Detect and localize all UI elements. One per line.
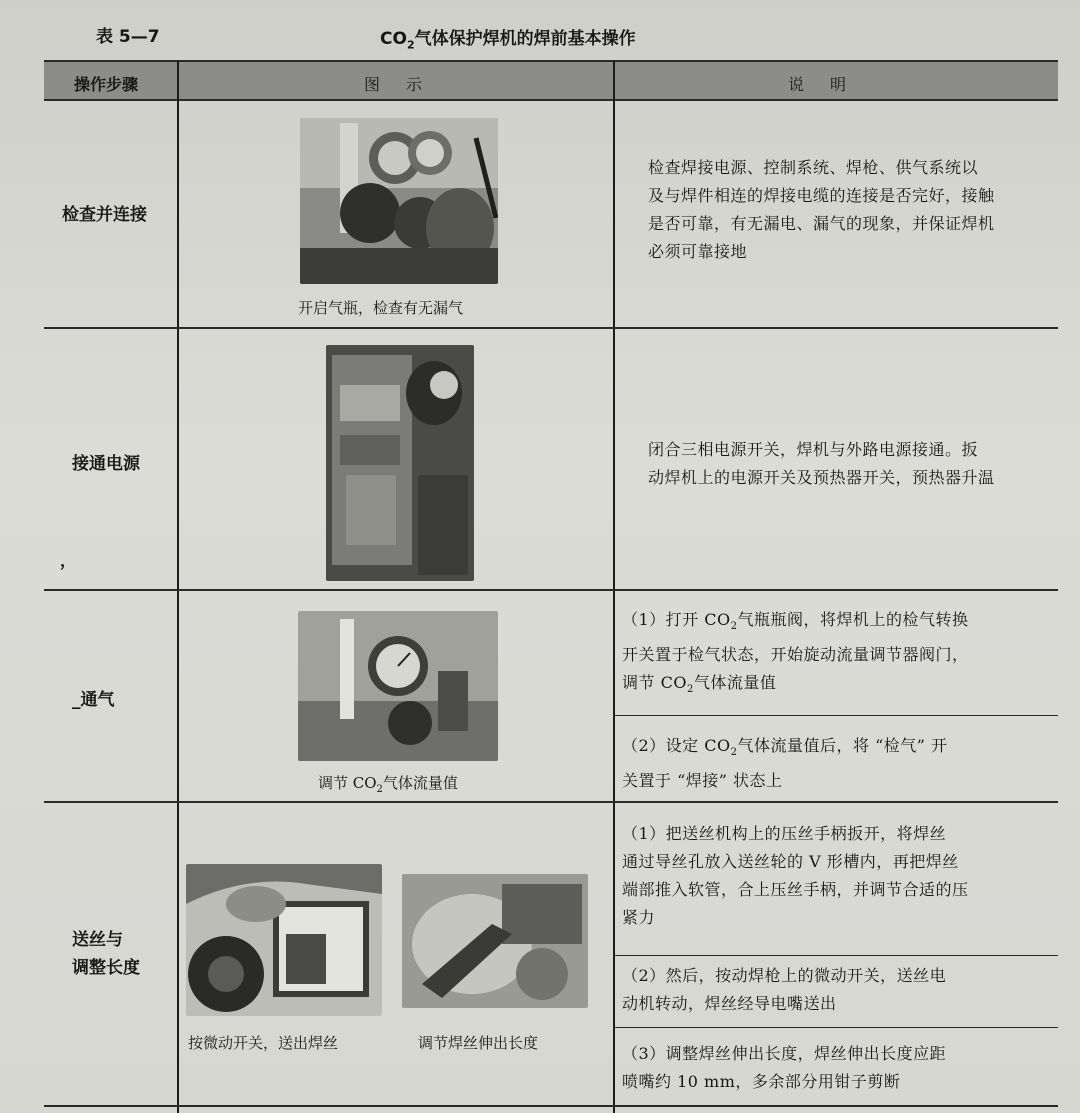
photo-gas-cylinder-valve [300, 118, 498, 284]
table-title: $CO_2$气体保护焊机的焊前基本操作 [380, 29, 636, 52]
header-bottom-rule [44, 99, 1058, 101]
caption-inching-switch: 按微动开关，送出焊丝 [188, 1034, 339, 1052]
desc-wire-feed-2: （2）然后，按动焊枪上的微动开关，送丝电 动机转动，焊丝经导电嘴送出 [622, 966, 947, 1013]
desc-power-on: 闭合三相电源开关，焊机与外路电源接通。扳 动焊机上的电源开关及预热器开关，预热器升温 [648, 440, 995, 487]
stray-mark-dot: ， [60, 551, 77, 570]
subrow-divider-3a [614, 715, 1058, 716]
photo-inching-switch [186, 864, 382, 1016]
table-number: 表 5—7 [96, 27, 160, 47]
caption-wire-length: 调节焊丝伸出长度 [418, 1034, 539, 1052]
desc-wire-feed-3: （3）调整焊丝伸出长度，焊丝伸出长度应距 喷嘴约 10 mm，多余部分用钳子剪断 [622, 1044, 947, 1091]
table-header-band [44, 61, 1058, 99]
row-divider-3 [44, 801, 1058, 803]
subrow-divider-4a [614, 955, 1058, 956]
header-step: 操作步骤 [74, 75, 139, 94]
caption-gas-cylinder: 开启气瓶，检查有无漏气 [298, 299, 464, 317]
desc-check-connect: 检查焊接电源、控制系统、焊枪、供气系统以 及与焊件相连的焊接电缆的连接是否完好，接触 是否可靠，有无漏电、漏气的现象，并保证焊机 必须可靠接地 [648, 158, 995, 261]
header-description: 说明 [788, 75, 873, 94]
column-divider-1 [177, 61, 179, 1113]
step-gas-flow: _通气 [72, 690, 115, 710]
desc-gas-flow-2: （2）设定 $CO_2$气体流量值后，将 “检气” 开 关置于 “焊接” 状态上 [622, 736, 948, 791]
photo-flow-regulator [298, 611, 498, 761]
step-power-on: 接通电源 [72, 454, 140, 474]
subrow-divider-4b [614, 1027, 1058, 1028]
desc-wire-feed-1: （1）把送丝机构上的压丝手柄扳开，将焊丝 通过导丝孔放入送丝轮的 V 形槽内，再把焊丝 端部推入软管，合上压丝手柄，并调节合适的压 紧力 [622, 824, 969, 927]
table-bottom-rule [44, 1105, 1058, 1107]
header-figure: 图示 [364, 75, 449, 94]
step-wire-feed: 送丝与 调整长度 [72, 930, 140, 978]
table-top-rule [44, 60, 1058, 62]
caption-flow-regulator: 调节 $CO_2$气体流量值 [318, 774, 458, 795]
row-divider-1 [44, 327, 1058, 329]
row-divider-2 [44, 589, 1058, 591]
photo-wire-length [402, 874, 588, 1008]
step-check-connect: 检查并连接 [62, 205, 147, 225]
desc-gas-flow-1: （1）打开 $CO_2$气瓶瓶阀，将焊机上的检气转换 开关置于检气状态，开始旋动流量调节器阀门， 调节 $CO_2$气体流量值 [622, 610, 969, 696]
photo-welder-power [326, 345, 474, 581]
